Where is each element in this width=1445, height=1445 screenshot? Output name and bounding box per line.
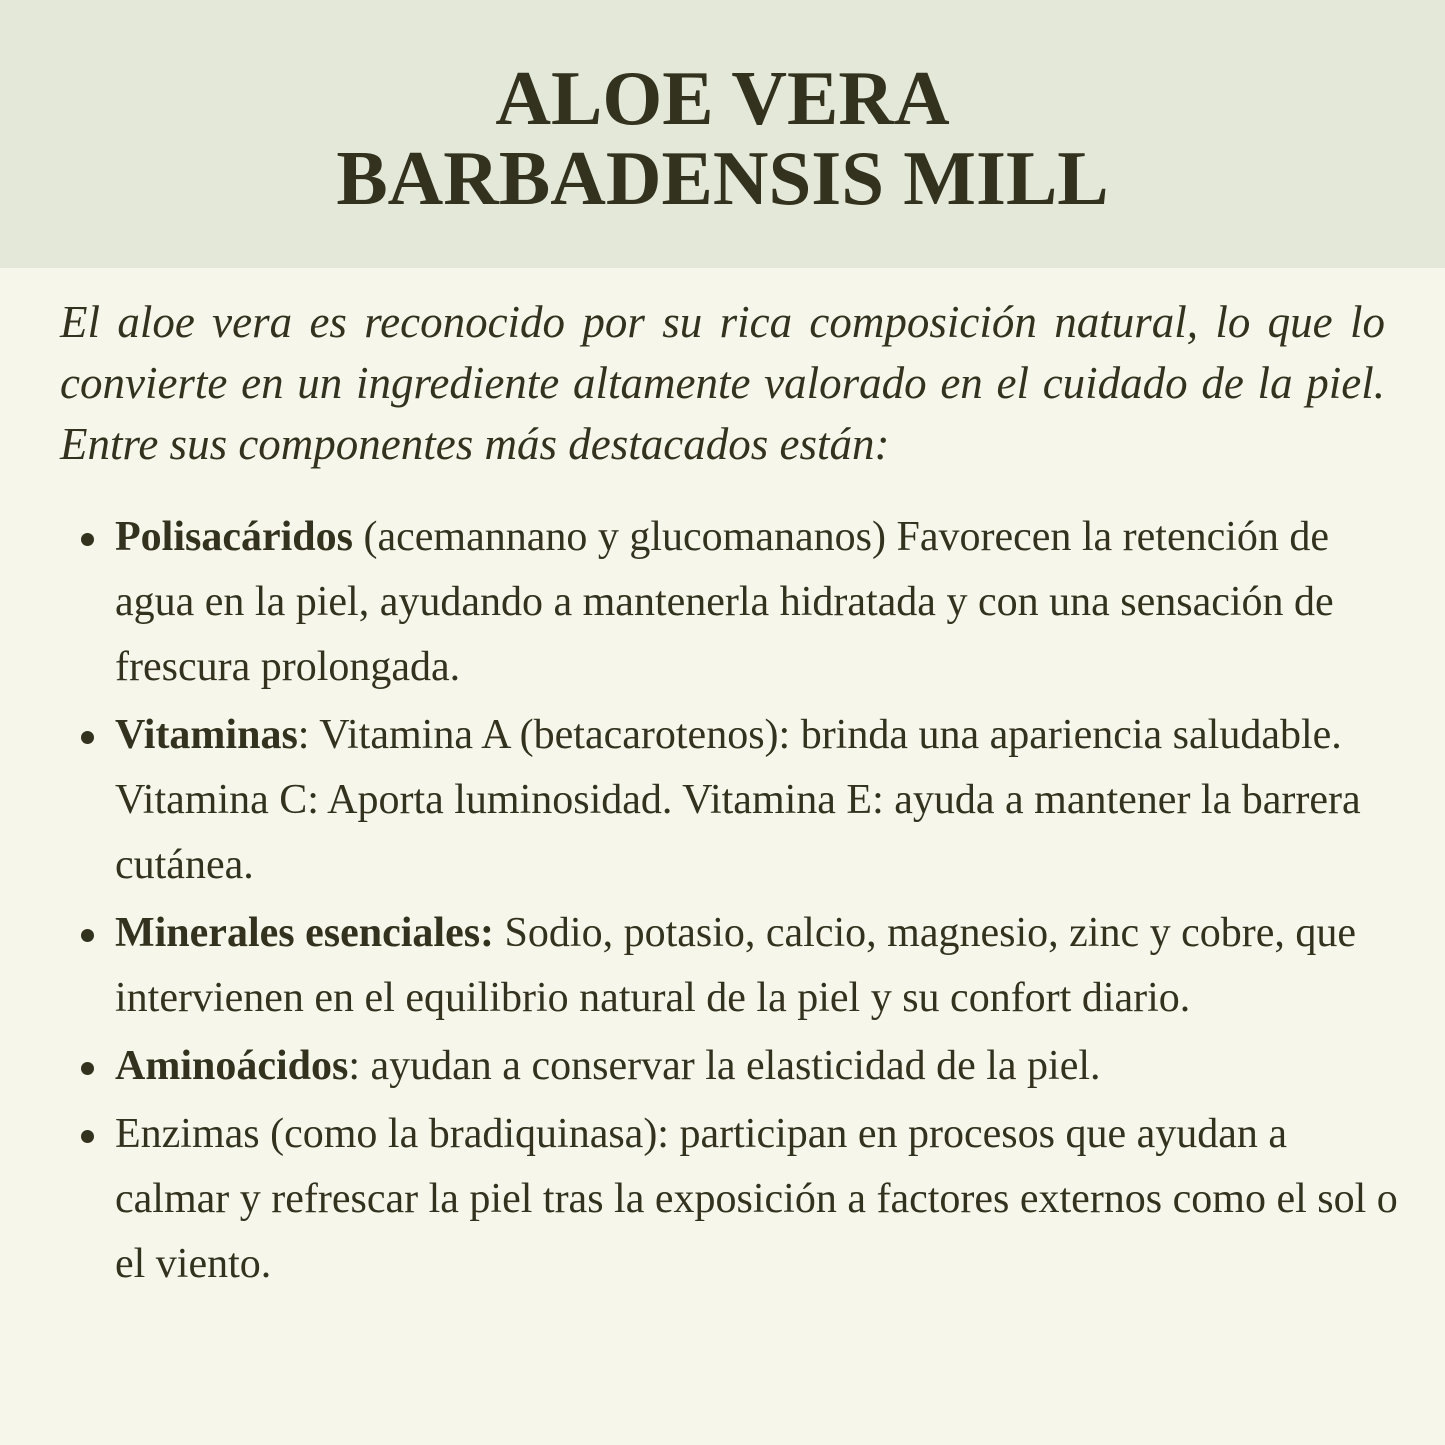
item-description: : ayudan a conservar la elasticidad de la piel. (348, 1043, 1101, 1089)
components-list (0, 505, 1445, 1300)
title-line-2: BARBADENSIS MILL (336, 135, 1109, 221)
bullet-icon (81, 533, 94, 546)
item-term: Polisacáridos (115, 514, 353, 560)
item-term: Minerales esenciales: (115, 910, 495, 956)
bullet-icon (81, 929, 94, 942)
item-description: Sodio, potasio, calcio, magnesio, zinc y cobre, que intervienen en el equilibrio natural de la piel y su confort diario. (115, 910, 1356, 1021)
list-item-enzimas (0, 1102, 1445, 1297)
list-item-minerales (0, 901, 1445, 1031)
intro-paragraph: El aloe vera es reconocido por su rica composición natural, lo que lo convierte en un ingrediente altamente valorado en el cuidado de la piel. Entre sus componentes más destacados están: (60, 297, 1385, 469)
title-banner (0, 0, 1445, 268)
bullet-icon (81, 731, 94, 744)
list-item-vitaminas (0, 703, 1445, 898)
item-description: : Vitamina A (betacarotenos): brinda una apariencia saludable. Vitamina C: Aporta luminosidad. Vitamina E: ayuda a mantener la barrera cutánea. (115, 712, 1361, 888)
list-item-aminoacidos (0, 1034, 1445, 1099)
item-description: (acemannano y glucomananos) Favorecen la retención de agua en la piel, ayudando a mantenerla hidratada y con una sensación de frescura prolongada. (115, 514, 1334, 690)
item-term: Vitaminas (115, 712, 298, 758)
bullet-icon (81, 1130, 94, 1143)
item-description: Enzimas (como la bradiquinasa): participan en procesos que ayudan a calmar y refrescar la piel tras la exposición a factores externos como el sol o el viento. (115, 1111, 1398, 1287)
item-term: Aminoácidos (115, 1043, 349, 1089)
title-line-1: ALOE VERA (495, 55, 950, 141)
list-item-polisacaridos (0, 505, 1445, 700)
bullet-icon (81, 1062, 94, 1075)
